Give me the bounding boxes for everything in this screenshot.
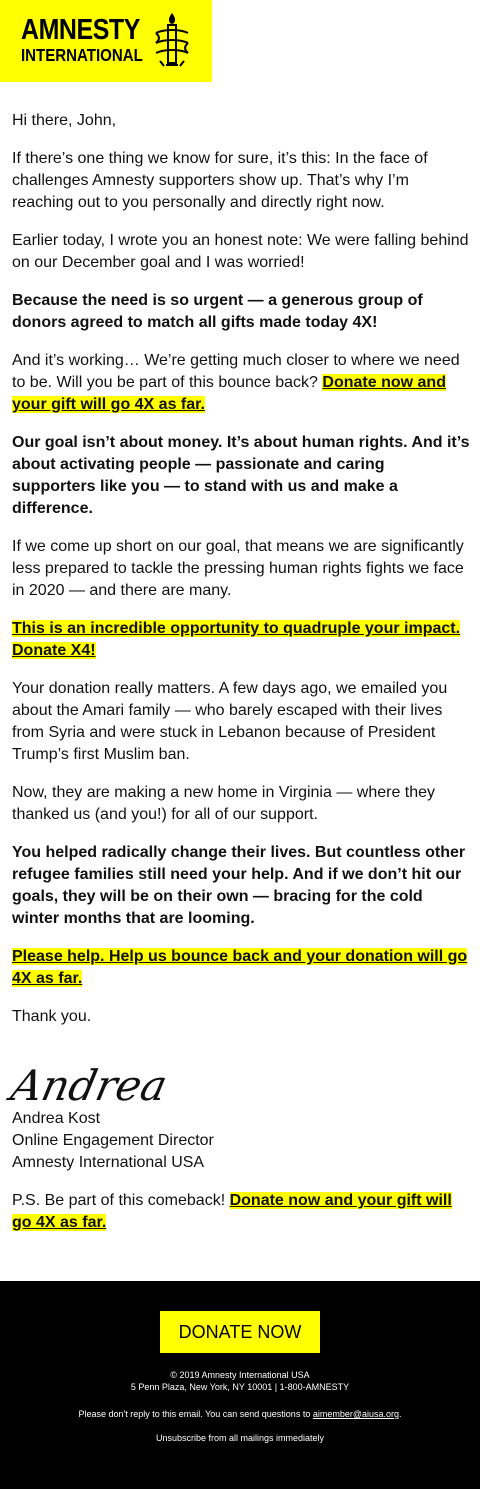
donate-link-1[interactable]: Donate now and your gift will go 4X as far. — [12, 374, 446, 413]
paragraph-match-announcement: Because the need is so urgent — a generous group of donors agreed to match all gifts made today 4X! — [12, 292, 423, 331]
logo-line-international: INTERNATIONAL — [21, 45, 143, 65]
email-footer — [0, 1281, 480, 1489]
footer-address: 5 Penn Plaza, New York, NY 10001 | 1-800-AMNESTY — [130, 1382, 350, 1392]
email-body — [6, 110, 472, 1250]
signer-title: Online Engagement Director — [12, 1132, 214, 1149]
postscript-text: P.S. Be part of this comeback! — [12, 1192, 230, 1209]
paragraph-come-up-short: If we come up short on our goal, that means we are significantly less prepared to tackle the pressing human rights fights we face in 2020 — and there are many. — [12, 538, 464, 599]
donate-link-ps[interactable]: Donate now and your gift will go 4X as far. — [12, 1192, 452, 1231]
candle-barbed-wire-icon — [150, 11, 194, 69]
logo-line-amnesty: AMNESTY — [21, 14, 140, 46]
donate-now-button[interactable]: DONATE NOW — [160, 1311, 320, 1353]
footer-reply-end: . — [399, 1409, 402, 1419]
unsubscribe-link[interactable]: Unsubscribe from all mailings immediately — [155, 1433, 325, 1443]
donate-link-3[interactable]: Please help. Help us bounce back and your donation will go 4X as far. — [12, 948, 468, 987]
footer-reply-text: Please don't reply to this email. You can send questions to — [78, 1409, 313, 1419]
paragraph-refugee-families: You helped radically change their lives. But countless other refugee families still need your help. And if we don’t hit our goals, they will be on their own — bracing for the cold winter months that are looming. — [12, 844, 466, 927]
footer-reply-notice — [0, 1408, 480, 1420]
paragraph-opportunity — [12, 618, 472, 662]
signature-image — [6, 1058, 172, 1111]
paragraph-intro: If there’s one thing we know for sure, it’s this: In the face of challenges Amnesty supporters show up. That’s why I’m reaching out to you personally and directly right now. — [12, 150, 428, 211]
amnesty-logo[interactable] — [0, 0, 212, 82]
donate-link-2[interactable]: This is an incredible opportunity to quadruple your impact. Donate X4! — [12, 620, 461, 659]
logo-wordmark — [21, 16, 163, 65]
paragraph-its-working-text: And it’s working… We’re getting much closer to where we need to be. Will you be part of this bounce back? — [12, 352, 460, 391]
svg-text:Andrea: Andrea — [6, 1062, 172, 1111]
postscript — [12, 1190, 472, 1234]
paragraph-goal: Our goal isn’t about money. It’s about human rights. And it’s about activating people — passionate and caring supporters like you — to stand with us and make a difference. — [12, 434, 470, 517]
footer-copyright: © 2019 Amnesty International USA — [170, 1370, 310, 1380]
signature-block — [12, 1108, 472, 1174]
paragraph-amari-family: Your donation really matters. A few days ago, we emailed you about the Amari family — who barely escaped with their lives from Syria and were stuck in Lebanon because of President Trump’s first Muslim ban. — [12, 680, 448, 763]
greeting: Hi there, John, — [12, 112, 117, 129]
paragraph-please-help — [12, 946, 472, 990]
support-email-link[interactable]: aimember@aiusa.org — [312, 1409, 400, 1419]
signer-name: Andrea Kost — [12, 1110, 101, 1127]
paragraph-honest-note: Earlier today, I wrote you an honest note: We were falling behind on our December goal and I was worried! — [12, 232, 469, 271]
thank-you: Thank you. — [12, 1008, 92, 1025]
signer-organization: Amnesty International USA — [12, 1154, 205, 1171]
paragraph-virginia: Now, they are making a new home in Virginia — where they thanked us (and you!) for all of our support. — [12, 784, 436, 823]
paragraph-its-working — [12, 350, 472, 416]
